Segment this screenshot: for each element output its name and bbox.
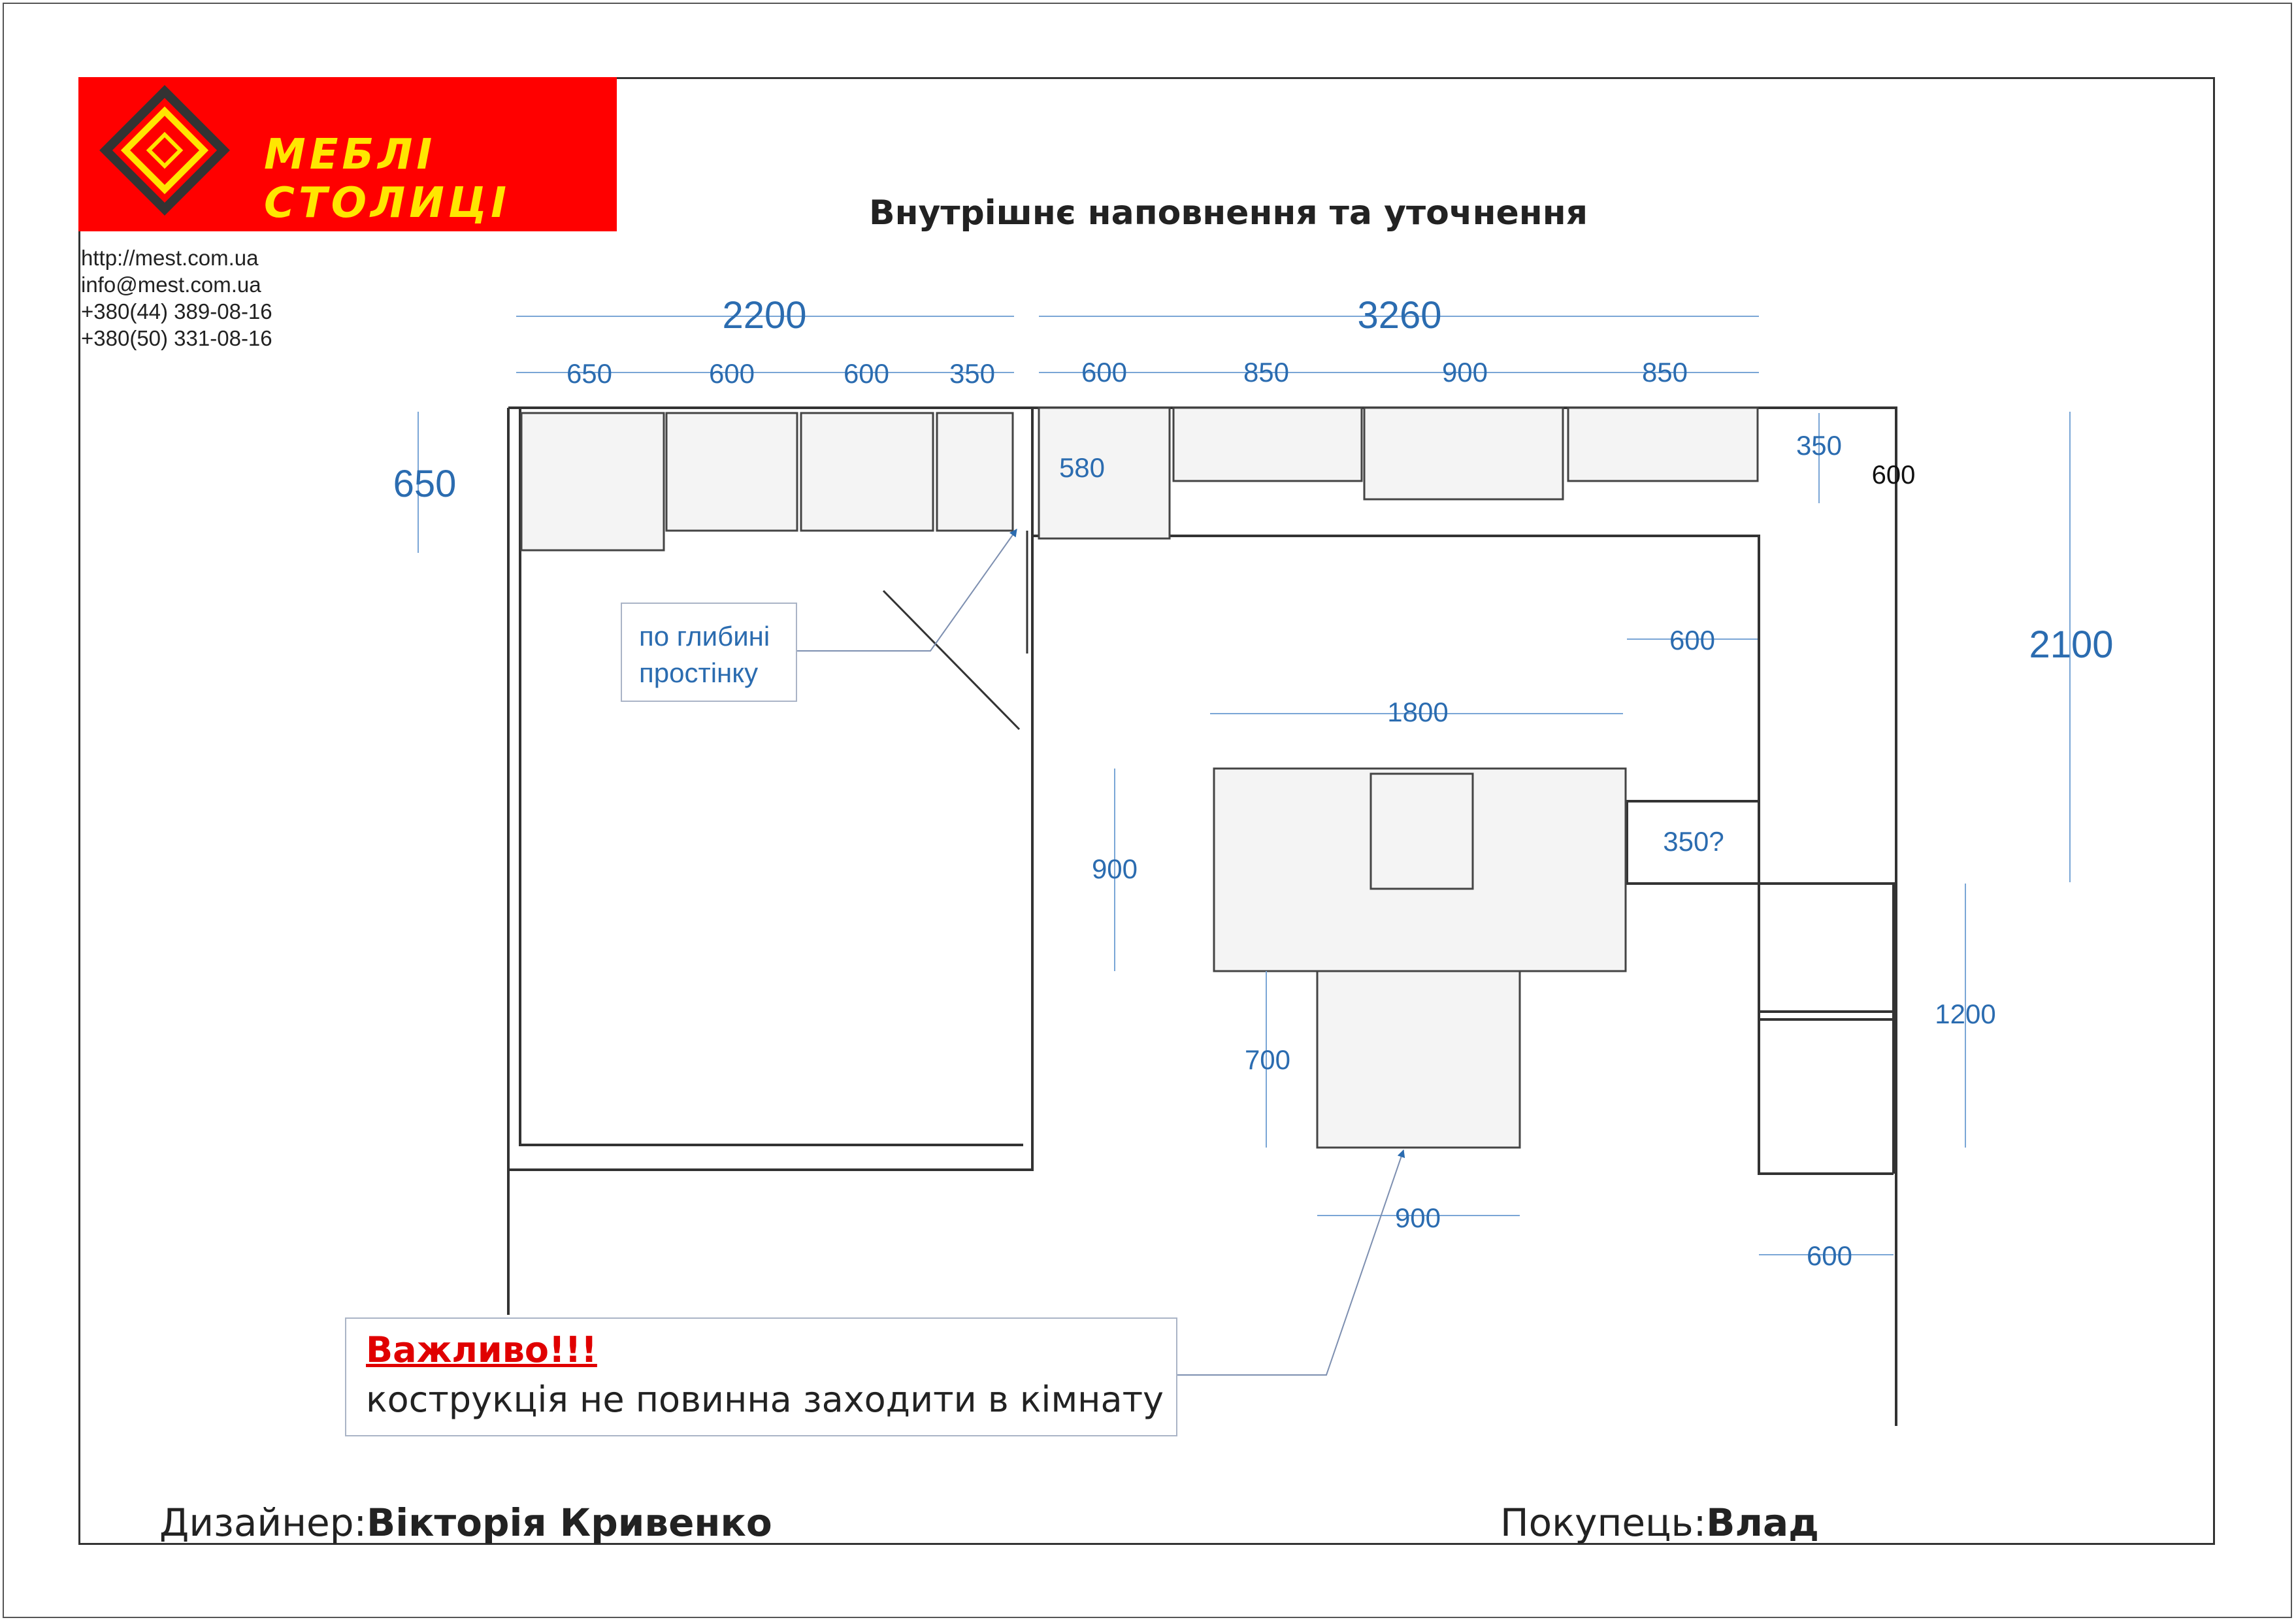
dim-left-seg-4: 350 <box>949 358 996 389</box>
designer-label: Дизайнер:Вікторія Кривенко <box>159 1500 772 1545</box>
dim-corner-depth: 350 <box>1796 430 1843 461</box>
callout-text: по глибині простінку <box>639 621 770 688</box>
designer-name: Вікторія Кривенко <box>367 1500 772 1545</box>
phone-2: +380(50) 331-08-16 <box>81 326 272 350</box>
note-title: Важливо!!! <box>366 1329 597 1370</box>
dim-right-seg-2: 850 <box>1243 357 1290 388</box>
note-leader <box>1177 1150 1403 1375</box>
left-cabinet-4 <box>937 413 1013 531</box>
dim-left-seg-1: 650 <box>566 358 613 389</box>
left-cabinet-1 <box>521 413 664 550</box>
right-cabinet-3 <box>1568 408 1758 481</box>
dim-left-seg-3: 600 <box>843 358 890 389</box>
website-link[interactable]: http://mest.com.ua <box>81 246 259 270</box>
buyer-name: Влад <box>1706 1500 1819 1545</box>
page-title: Внутрішнє наповнення та уточнення <box>868 193 1588 233</box>
dim-bottom-width: 600 <box>1806 1240 1853 1271</box>
callout-leader <box>797 529 1017 651</box>
buyer-label: Покупець:Влад <box>1500 1500 1819 1545</box>
dim-right-column: 1200 <box>1935 999 1996 1029</box>
dim-island-length: 1800 <box>1387 697 1449 727</box>
hob-zone <box>1364 408 1563 499</box>
dim-island-width: 900 <box>1091 853 1138 884</box>
dim-fridge-depth: 580 <box>1058 452 1106 483</box>
dim-left-seg-2: 600 <box>708 358 755 389</box>
sink <box>1371 774 1473 889</box>
dim-right-total: 3260 <box>1357 294 1442 337</box>
dim-corner-extra: 600 <box>1871 461 1916 489</box>
dim-table-extension: 700 <box>1244 1044 1291 1075</box>
right-counter-column <box>1759 536 1894 1174</box>
dim-right-seg-1: 600 <box>1081 357 1128 388</box>
right-column-cabinets <box>1759 884 1894 1174</box>
dim-right-height: 2100 <box>2029 623 2114 666</box>
dim-small-cabinet: 350? <box>1663 826 1724 857</box>
logo-wordmark: МЕБЛІ СТОЛИЦІ <box>264 131 510 227</box>
diagonal-wall <box>883 591 1019 729</box>
note-text: кострукція не повинна заходити в кімнату <box>366 1379 1164 1420</box>
important-note <box>345 1317 1177 1436</box>
left-cabinet-3 <box>801 413 933 531</box>
depth-callout <box>621 603 797 702</box>
dim-right-seg-3: 900 <box>1441 357 1488 388</box>
dim-left-depth: 650 <box>393 463 457 505</box>
phone-1: +380(44) 389-08-16 <box>81 299 272 323</box>
dim-table-width: 900 <box>1394 1202 1441 1233</box>
table <box>1317 971 1520 1148</box>
left-cabinet-2 <box>666 413 797 531</box>
email-link[interactable]: info@mest.com.ua <box>81 273 261 297</box>
right-cabinet-1 <box>1173 408 1362 481</box>
dim-right-seg-4: 850 <box>1641 357 1688 388</box>
dim-gap-to-island: 600 <box>1669 625 1716 655</box>
dim-left-total: 2200 <box>722 294 807 337</box>
